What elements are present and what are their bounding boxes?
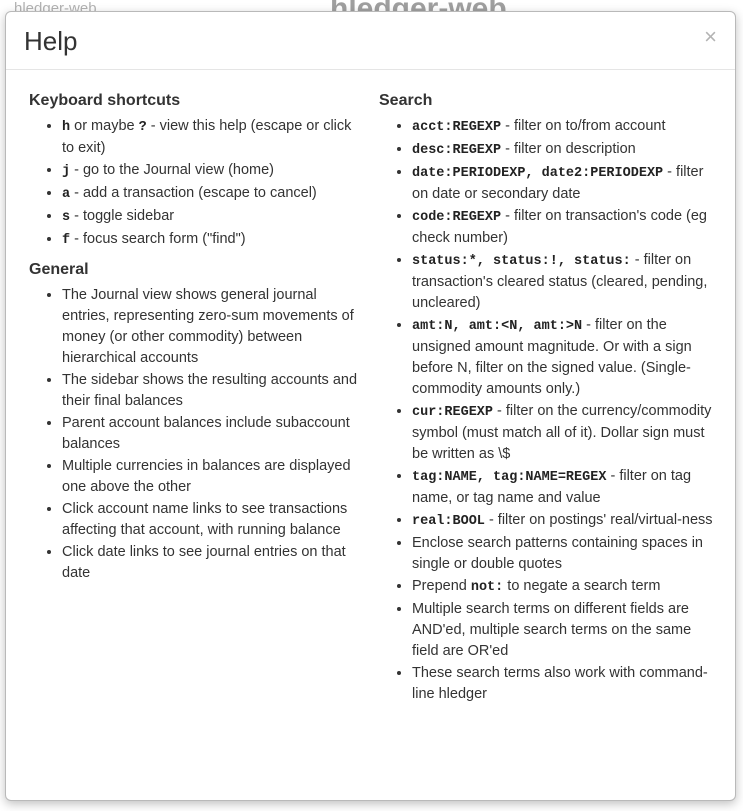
section-title-general: General	[29, 261, 89, 278]
list-item	[412, 315, 717, 400]
shortcut-desc: - go to the Journal view (home)	[70, 162, 275, 178]
list-item: • Click account name links to see transactions affecting that account, with running balance	[62, 499, 366, 541]
shortcut-mid: or maybe	[70, 118, 139, 134]
list-item	[62, 206, 366, 228]
search-desc: - filter on the currency/commodity symbol (must match all of it). Dollar sign must be written as \$	[412, 403, 712, 462]
list-item	[62, 229, 366, 251]
list-item: • These search terms also work with command-line hledger	[412, 663, 717, 705]
search-term: date:PERIODEXP, date2:PERIODEXP	[412, 166, 664, 181]
section-title-search: Search	[379, 92, 433, 109]
search-term: real:BOOL	[412, 514, 485, 529]
shortcut-desc: - add a transaction (escape to cancel)	[70, 185, 317, 201]
modal-header	[6, 12, 735, 70]
shortcut-key-alt: ?	[138, 120, 147, 135]
list-item: • Multiple currencies in balances are displayed one above the other	[62, 456, 366, 498]
search-desc: - filter on tag name, or tag name and value	[412, 468, 692, 506]
list-item	[412, 162, 717, 205]
search-desc: - filter on transaction's cleared status (cleared, pending, uncleared)	[412, 252, 708, 311]
search-desc: - filter on to/from account	[501, 118, 666, 134]
list-item	[412, 206, 717, 249]
help-column-left	[24, 84, 374, 715]
list-item	[412, 576, 717, 598]
shortcut-key: s	[62, 210, 71, 225]
search-term: desc:REGEXP	[412, 143, 502, 158]
close-icon[interactable]: ×	[700, 24, 721, 50]
list-item: • Parent account balances include subaccount balances	[62, 413, 366, 455]
keyboard-shortcuts-list	[24, 116, 366, 251]
list-item	[412, 116, 717, 138]
list-item	[412, 139, 717, 161]
search-term: cur:REGEXP	[412, 405, 494, 420]
search-desc: - filter on description	[501, 141, 636, 157]
section-title-keyboard-shortcuts: Keyboard shortcuts	[29, 92, 181, 109]
general-list	[24, 285, 366, 584]
shortcut-key: j	[62, 164, 71, 179]
search-desc: - filter on postings' real/virtual-ness	[484, 512, 713, 528]
list-item: • Click date links to see journal entries on that date	[62, 542, 366, 584]
search-term: acct:REGEXP	[412, 120, 502, 135]
search-desc: - filter on transaction's code (eg check number)	[412, 208, 707, 246]
list-item	[412, 401, 717, 465]
list-item: • The sidebar shows the resulting accounts and their final balances	[62, 370, 366, 412]
modal-title: Help	[24, 26, 78, 56]
list-item: • Multiple search terms on different fields are AND'ed, multiple search terms on the same field are OR'ed	[412, 599, 717, 662]
search-term: not:	[470, 580, 504, 595]
list-item	[412, 250, 717, 314]
search-list	[374, 116, 717, 705]
list-item: • Enclose search patterns containing spaces in single or double quotes	[412, 533, 717, 575]
help-column-right	[374, 84, 717, 715]
shortcut-key: a	[62, 187, 71, 202]
search-desc: - filter on the unsigned amount magnitude. Or with a sign before N, filter on the signed value. (Single-commodity amounts only.)	[412, 317, 692, 397]
list-item	[62, 160, 366, 182]
shortcut-key: h	[62, 120, 71, 135]
search-desc: to negate a search term	[503, 578, 661, 594]
modal-body	[6, 70, 735, 725]
search-prefix: Prepend	[412, 578, 471, 594]
search-term: tag:NAME, tag:NAME=REGEX	[412, 470, 607, 485]
list-item	[412, 466, 717, 509]
list-item	[412, 510, 717, 532]
shortcut-key: f	[62, 233, 71, 248]
search-term: status:*, status:!, status:	[412, 254, 631, 269]
list-item: • The Journal view shows general journal entries, representing zero-sum movements of money (or other commodity) between hierarchical accounts	[62, 285, 366, 369]
search-term: code:REGEXP	[412, 210, 502, 225]
search-desc: - filter on date or secondary date	[412, 164, 704, 202]
help-modal	[5, 11, 736, 801]
list-item	[62, 183, 366, 205]
shortcut-desc: - view this help (escape or click to exit)	[62, 118, 352, 156]
shortcut-desc: - focus search form ("find")	[70, 231, 246, 247]
search-term: amt:N, amt:<N, amt:>N	[412, 319, 583, 334]
list-item	[62, 116, 366, 159]
shortcut-desc: - toggle sidebar	[70, 208, 175, 224]
